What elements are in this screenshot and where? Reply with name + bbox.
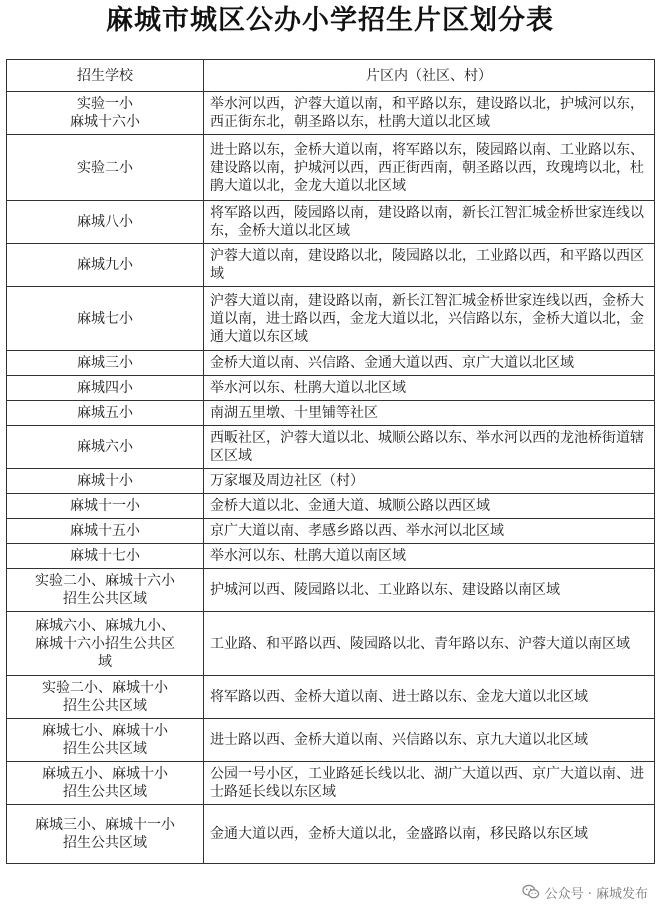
header-school: 招生学校 (7, 60, 204, 92)
table-row (7, 544, 655, 569)
table-row (7, 401, 655, 426)
table-row (7, 426, 655, 469)
table-row (7, 244, 655, 287)
school-cell: 麻城七小、麻城十小 招生公共区域 (7, 719, 204, 762)
school-cell: 麻城十七小 (7, 544, 204, 569)
school-cell: 实验二小、麻城十六小 招生公共区域 (7, 569, 204, 612)
school-cell: 麻城十五小 (7, 519, 204, 544)
school-cell: 麻城十小 (7, 469, 204, 494)
table-row (7, 376, 655, 401)
wechat-icon (522, 884, 540, 900)
table-row (7, 805, 655, 864)
table-row (7, 287, 655, 351)
table-row (7, 469, 655, 494)
area-cell: 举水河以西，沪蓉大道以南，和平路以东，建设路以北，护城河以东，西正街东北，朝圣路以东，杜鹃大道以北区域 (204, 92, 655, 135)
enrollment-zone-table (6, 59, 655, 864)
table-row (7, 569, 655, 612)
area-cell: 进士路以东，金桥大道以南，将军路以东，陵园路以南、工业路以东、建设路以南，护城河以西，西正街西南，朝圣路以西，玫瑰塆以北，杜鹃大道以北，金龙大道以北区域 (204, 135, 655, 201)
table-row (7, 719, 655, 762)
table-row (7, 201, 655, 244)
watermark (520, 881, 650, 903)
school-cell: 麻城六小、麻城九小、 麻城十六小招生公共区 域 (7, 612, 204, 676)
area-cell: 举水河以东、杜鹃大道以北区域 (204, 376, 655, 401)
area-cell: 南湖五里墩、十里铺等社区 (204, 401, 655, 426)
table-row (7, 92, 655, 135)
area-cell: 工业路、和平路以西、陵园路以北、青年路以东、沪蓉大道以南区域 (204, 612, 655, 676)
school-cell: 麻城三小 (7, 351, 204, 376)
table-row (7, 676, 655, 719)
table-row (7, 519, 655, 544)
table-row (7, 762, 655, 805)
area-cell: 进士路以西、金桥大道以南、兴信路以东、京九大道以北区域 (204, 719, 655, 762)
area-cell: 沪蓉大道以南，建设路以南，新长江智汇城金桥世家连线以西，金桥大道以南，进士路以西，金龙大道以北，兴信路以东，金桥大道以北，金通大道以东区域 (204, 287, 655, 351)
school-cell: 实验一小 麻城十六小 (7, 92, 204, 135)
table-row (7, 494, 655, 519)
area-cell: 公园一号小区，工业路延长线以北、湖广大道以西、京广大道以南、进士路延长线以东区域 (204, 762, 655, 805)
table-row (7, 351, 655, 376)
school-cell: 麻城五小、麻城十小 招生公共区域 (7, 762, 204, 805)
table-header-row (7, 60, 655, 92)
school-cell: 麻城六小 (7, 426, 204, 469)
area-cell: 万家堰及周边社区（村） (204, 469, 655, 494)
watermark-text: 公众号 · 麻城发布 (544, 886, 648, 902)
school-cell: 麻城四小 (7, 376, 204, 401)
area-cell: 护城河以西、陵园路以北、工业路以东、建设路以南区域 (204, 569, 655, 612)
area-cell: 西畈社区，沪蓉大道以北、城顺公路以东、举水河以西的龙池桥街道辖区区域 (204, 426, 655, 469)
header-area: 片区内（社区、村） (204, 60, 655, 92)
area-cell: 将军路以西，陵园路以南，建设路以南，新长江智汇城金桥世家连线以东，金桥大道以北区域 (204, 201, 655, 244)
area-cell: 举水河以东、杜鹃大道以南区域 (204, 544, 655, 569)
school-cell: 麻城五小 (7, 401, 204, 426)
school-cell: 实验二小、麻城十小 招生公共区域 (7, 676, 204, 719)
school-cell: 麻城八小 (7, 201, 204, 244)
school-cell: 麻城十一小 (7, 494, 204, 519)
area-cell: 沪蓉大道以南，建设路以北，陵园路以北，工业路以西，和平路以西区域 (204, 244, 655, 287)
table-row (7, 612, 655, 676)
school-cell: 麻城七小 (7, 287, 204, 351)
area-cell: 金桥大道以南、兴信路、金通大道以西、京广大道以北区域 (204, 351, 655, 376)
area-cell: 将军路以西、金桥大道以南、进士路以东、金龙大道以北区域 (204, 676, 655, 719)
school-cell: 实验二小 (7, 135, 204, 201)
school-cell: 麻城三小、麻城十一小 招生公共区域 (7, 805, 204, 864)
school-cell: 麻城九小 (7, 244, 204, 287)
table-row (7, 135, 655, 201)
area-cell: 金通大道以西，金桥大道以北，金盛路以南，移民路以东区域 (204, 805, 655, 864)
area-cell: 金桥大道以北、金通大道、城顺公路以西区域 (204, 494, 655, 519)
page-title: 麻城市城区公办小学招生片区划分表 (106, 5, 554, 36)
area-cell: 京广大道以南、孝感乡路以西、举水河以北区域 (204, 519, 655, 544)
